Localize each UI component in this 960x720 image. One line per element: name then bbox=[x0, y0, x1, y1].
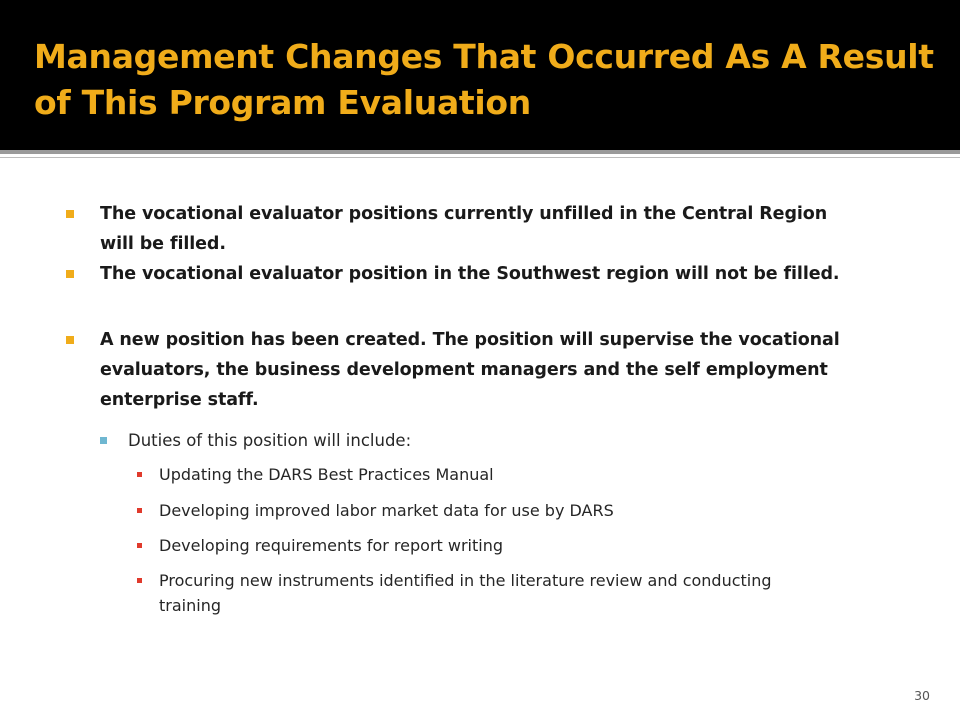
duty-item-2 bbox=[137, 498, 837, 523]
bullet-item-2 bbox=[66, 259, 866, 289]
bullet-text: A new position has been created. The position will supervise the vocational evaluators, the business development managers and the self employment enterprise staff. bbox=[100, 330, 840, 410]
duty-text: Updating the DARS Best Practices Manual bbox=[159, 465, 494, 484]
bullet-item-3 bbox=[66, 325, 866, 415]
sub-bullet-text: Duties of this position will include: bbox=[128, 431, 412, 450]
duty-item-3 bbox=[137, 533, 837, 558]
duty-text: Developing requirements for report writing bbox=[159, 536, 504, 555]
duty-text: Developing improved labor market data for use by DARS bbox=[159, 501, 614, 520]
small-square-bullet-icon bbox=[137, 543, 142, 548]
small-square-bullet-icon bbox=[137, 578, 142, 583]
small-square-bullet-icon bbox=[137, 508, 142, 513]
slide-title: Management Changes That Occurred As A Result of This Program Evaluation bbox=[34, 37, 934, 122]
square-bullet-icon bbox=[100, 437, 107, 444]
square-bullet-icon bbox=[66, 270, 74, 278]
small-square-bullet-icon bbox=[137, 472, 142, 477]
bullet-text: The vocational evaluator position in the Southwest region will not be filled. bbox=[100, 264, 840, 284]
duty-text: Procuring new instruments identified in the literature review and conducting training bbox=[159, 571, 772, 615]
bullet-item-1 bbox=[66, 199, 866, 259]
bullet-text: The vocational evaluator positions currently unfilled in the Central Region will be filled. bbox=[100, 204, 828, 254]
sub-bullet-item-1 bbox=[100, 429, 860, 453]
duty-item-1 bbox=[137, 462, 837, 487]
square-bullet-icon bbox=[66, 210, 74, 218]
page-number: 30 bbox=[914, 688, 930, 703]
square-bullet-icon bbox=[66, 336, 74, 344]
duty-item-4 bbox=[137, 568, 837, 618]
